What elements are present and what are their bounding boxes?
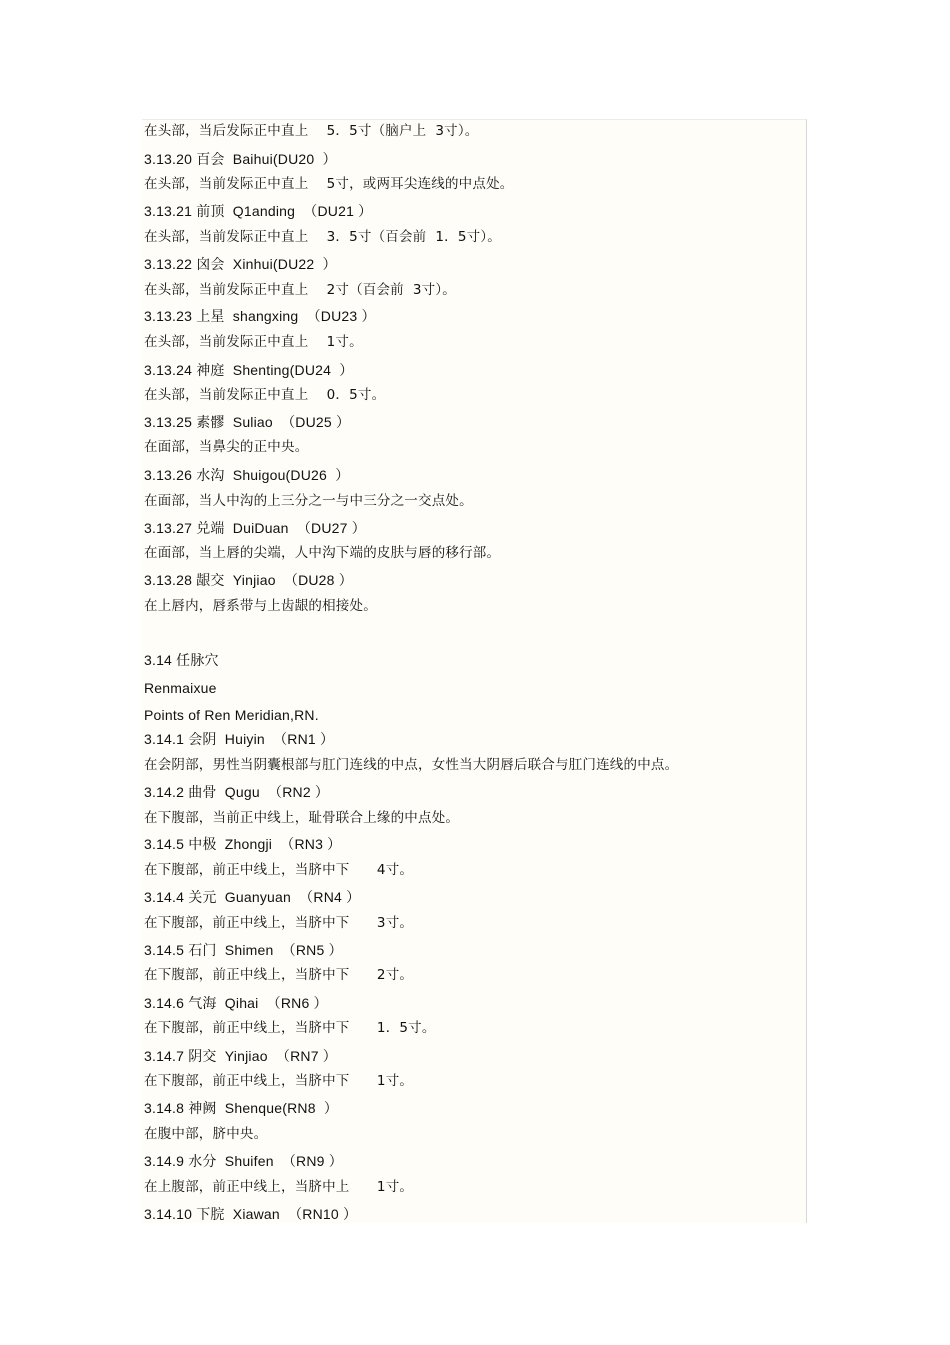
heading-line: 3.13.21 前顶 Q1anding （DU21 ） [144,203,373,219]
heading-line: 3.13.27 兑端 DuiDuan （DU27 ） [144,520,366,536]
text-line: 在头部，当前发际正中直上 5寸，或两耳尖连线的中点处。 [144,176,514,192]
heading-line: 3.14.6 气海 Qihai （RN6 ） [144,995,328,1011]
text-line: 在上腹部，前正中线上，当脐中上 1寸。 [144,1179,414,1195]
text-line: 在面部，当人中沟的上三分之一与中三分之一交点处。 [144,493,473,509]
section-english: Points of Ren Meridian,RN. [144,707,319,723]
text-line: 在下腹部，前正中线上，当脐中下 2寸。 [144,967,414,983]
heading-line: 3.13.20 百会 Baihui(DU20 ） [144,151,337,167]
text-line: 在头部，当前发际正中直上 1寸。 [144,334,363,350]
heading-line: 3.14.10 下脘 Xiawan （RN10 ） [144,1206,358,1222]
heading-line: 3.14.7 阴交 Yinjiao （RN7 ） [144,1048,337,1064]
heading-line: 3.14.9 水分 Shuifen （RN9 ） [144,1153,343,1169]
heading-line: 3.13.22 囟会 Xinhui(DU22 ） [144,256,337,272]
section-heading: 3.14 任脉穴 [144,652,219,668]
text-line: 在面部，当上唇的尖端，人中沟下端的皮肤与唇的移行部。 [144,545,501,561]
text-line: 在下腹部，前正中线上，当脐中下 3寸。 [144,915,414,931]
section-pinyin: Renmaixue [144,680,217,696]
text-line: 在面部，当鼻尖的正中央。 [144,439,309,455]
heading-line: 3.14.2 曲骨 Qugu （RN2 ） [144,784,330,800]
heading-line: 3.14.8 神阙 Shenque(RN8 ） [144,1100,339,1116]
heading-line: 3.14.5 石门 Shimen （RN5 ） [144,942,343,958]
text-line: 在下腹部，前正中线上，当脐中下 1寸。 [144,1073,414,1089]
text-line: 在腹中部，脐中央。 [144,1126,268,1142]
heading-line: 3.13.28 龈交 Yinjiao （DU28 ） [144,572,353,588]
heading-line: 3.13.26 水沟 Shuigou(DU26 ） [144,467,350,483]
text-line: 在会阴部，男性当阴囊根部与肛门连线的中点，女性当大阴唇后联合与肛门连线的中点。 [144,757,679,773]
text-line: 在下腹部，前正中线上，当脐中下 1．5寸。 [144,1020,436,1036]
heading-line: 3.13.23 上星 shangxing （DU23 ） [144,308,376,324]
text-line: 在头部，当前发际正中直上 0．5寸。 [144,387,386,403]
text-line: 在下腹部，前正中线上，当脐中下 4寸。 [144,862,414,878]
text-line: 在头部，当后发际正中直上 5．5寸（脑户上 3寸）。 [144,123,479,139]
heading-line: 3.13.25 素髎 Suliao （DU25 ） [144,414,351,430]
heading-line: 3.14.4 关元 Guanyuan （RN4 ） [144,889,361,905]
heading-line: 3.14.1 会阴 Huiyin （RN1 ） [144,731,335,747]
heading-line: 3.14.5 中极 Zhongji （RN3 ） [144,836,342,852]
heading-line: 3.13.24 神庭 Shenting(DU24 ） [144,362,354,378]
text-line: 在下腹部，当前正中线上，耻骨联合上缘的中点处。 [144,810,460,826]
text-line: 在头部，当前发际正中直上 3．5寸（百会前 1．5寸）。 [144,229,501,245]
text-line: 在头部，当前发际正中直上 2寸（百会前 3寸）。 [144,282,457,298]
text-line: 在上唇内，唇系带与上齿龈的相接处。 [144,598,377,614]
